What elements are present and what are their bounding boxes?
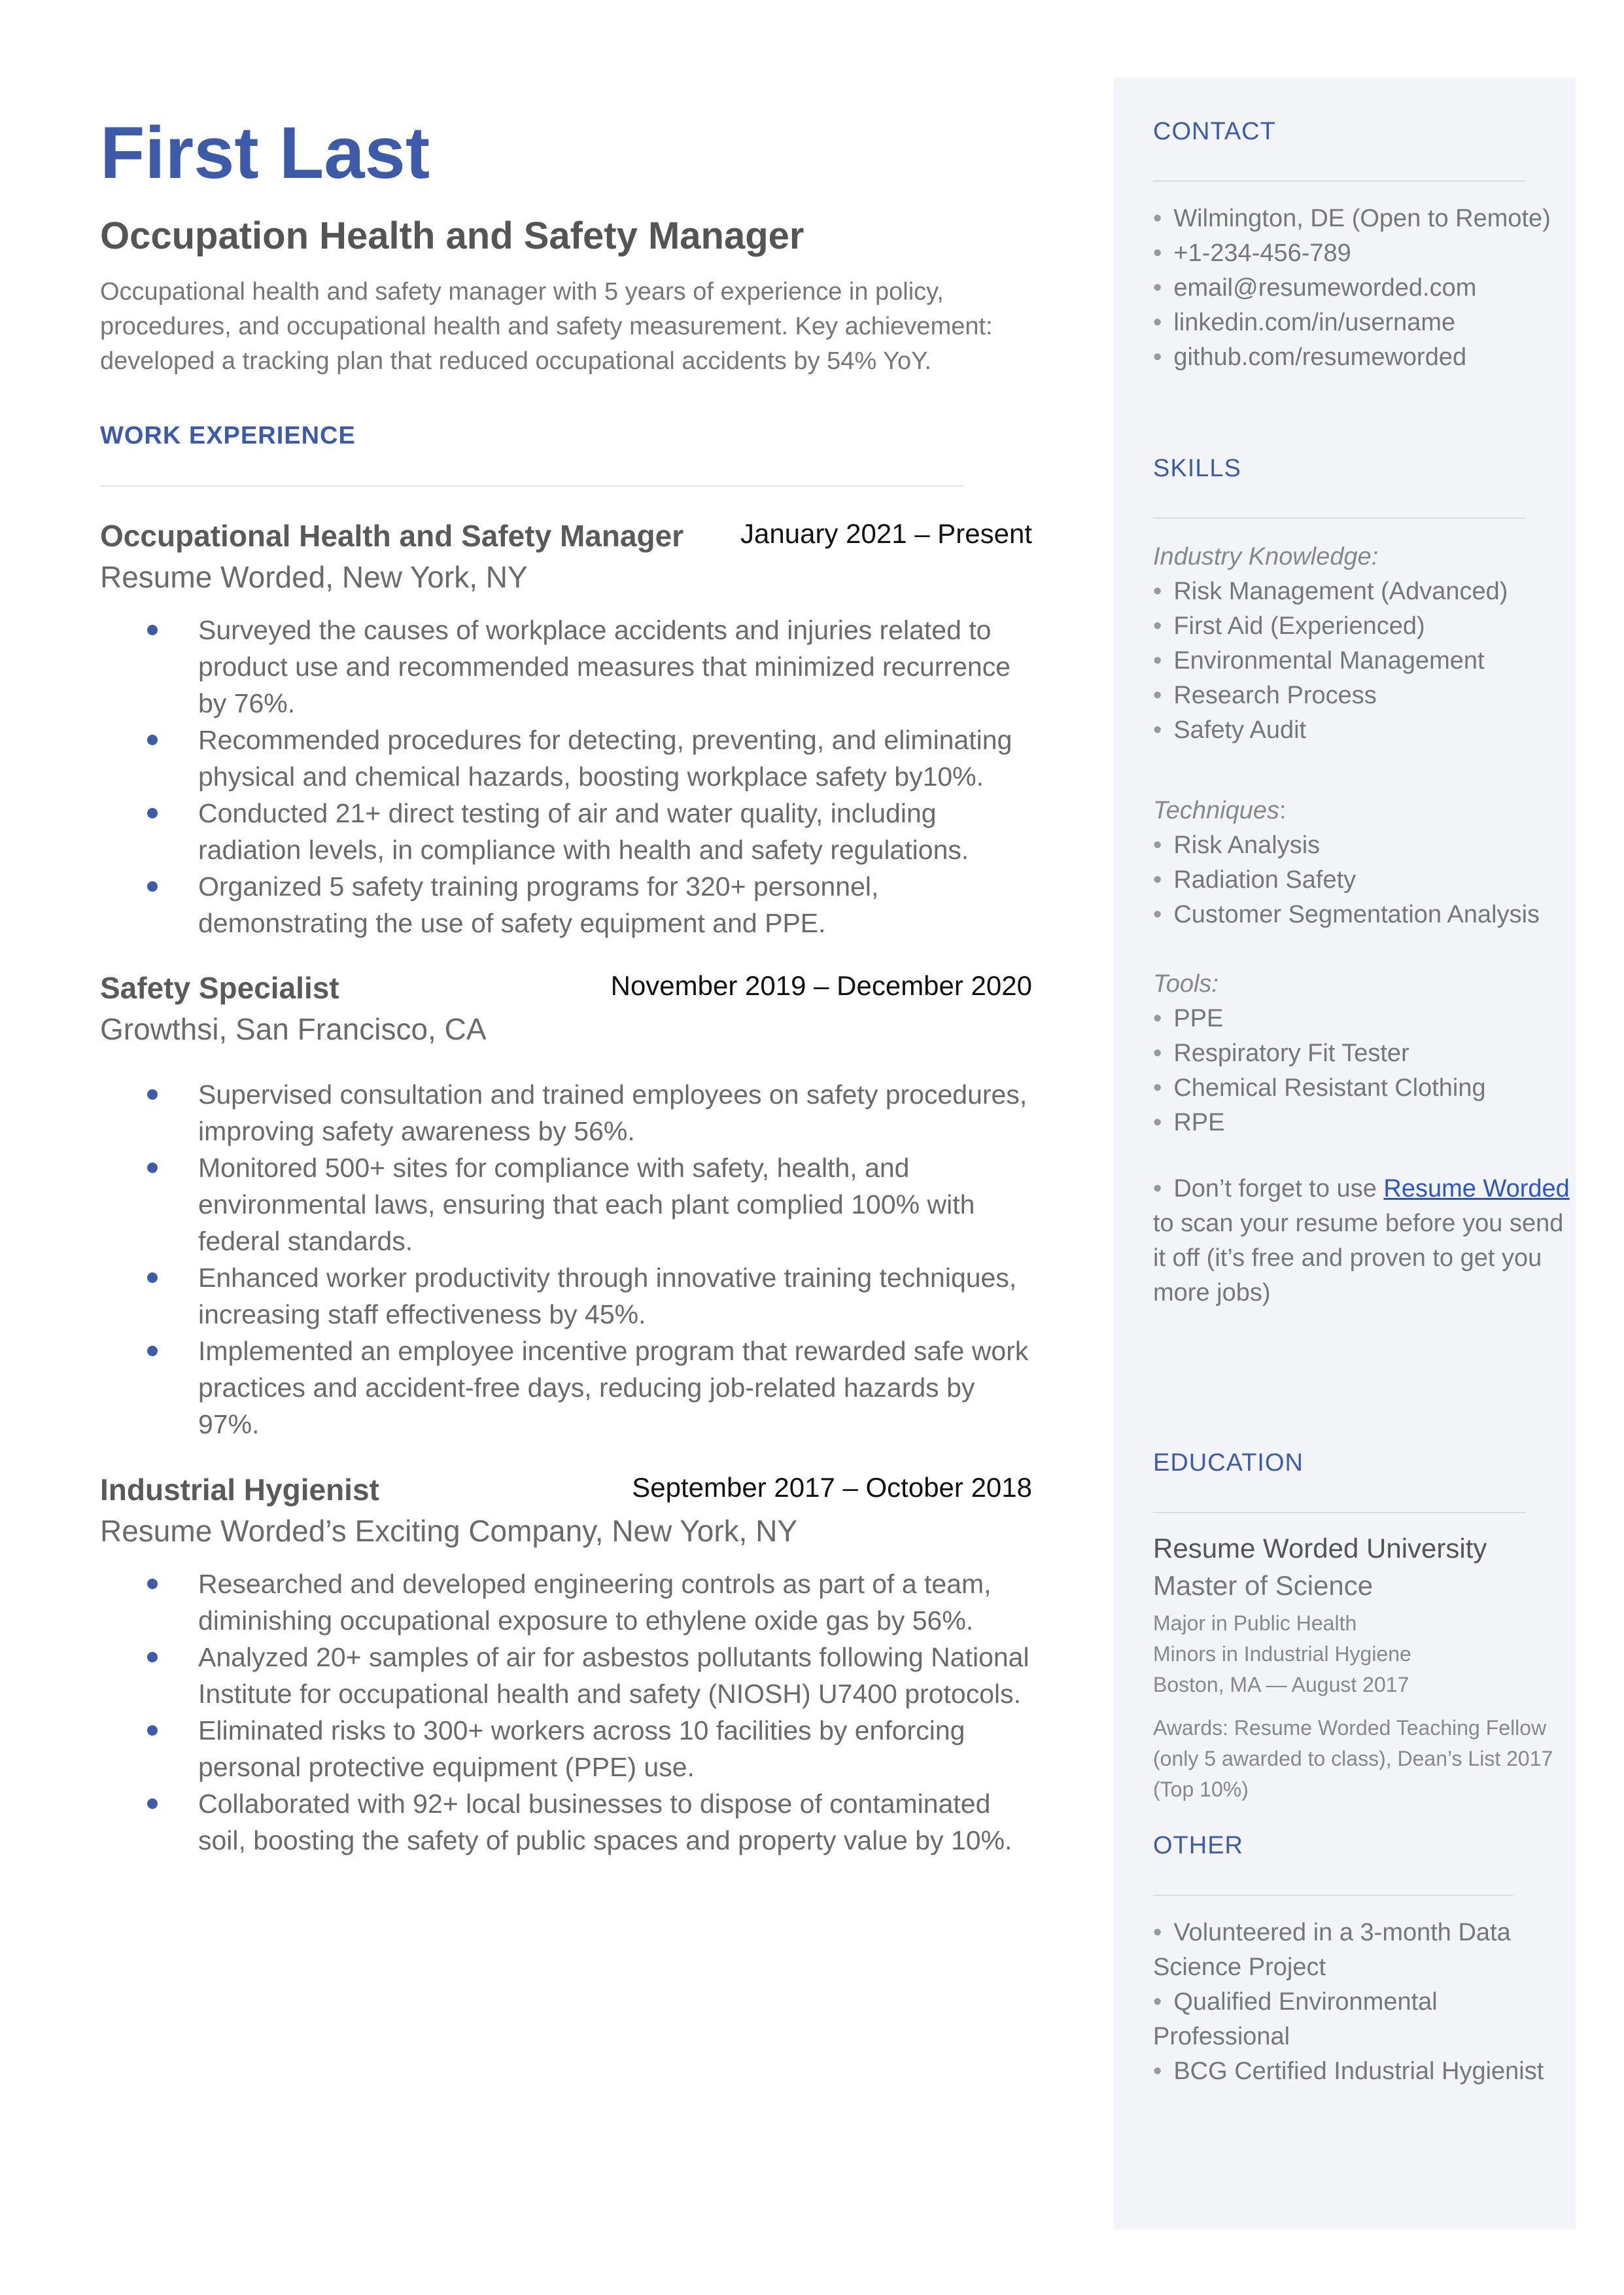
job-date: January 2021 – Present — [740, 518, 1032, 549]
contact-heading: CONTACT — [1153, 118, 1276, 145]
job-header — [100, 518, 1032, 557]
other-heading: OTHER — [1153, 1832, 1243, 1859]
job-company: Resume Worded, New York, NY — [100, 560, 528, 594]
list-item: • Research Process — [1153, 682, 1377, 709]
education-divider — [1153, 1512, 1526, 1513]
tools-list — [1153, 1002, 1572, 1140]
bullet-icon — [147, 1652, 158, 1662]
contact-phone: • +1-234-456-789 — [1153, 239, 1351, 267]
bullet-icon — [147, 1163, 158, 1173]
list-item: Organized 5 safety training programs for 320+ personnel, demonstrating the use of safety equipment and PPE. — [100, 868, 1035, 941]
list-item: Recommended procedures for detecting, preventing, and eliminating physical and chemical hazards, boosting workplace safety by10%. — [100, 722, 1035, 795]
job-role: Industrial Hygienist — [100, 1473, 379, 1507]
list-item: Eliminated risks to 300+ workers across 10 facilities by enforcing personal protective equipment (PPE) use. — [100, 1712, 1035, 1785]
list-item: • Safety Audit — [1153, 716, 1307, 744]
bullet-icon — [147, 808, 158, 818]
list-item: • BCG Certified Industrial Hygienist — [1153, 2058, 1544, 2085]
job-header — [100, 1472, 1032, 1511]
list-item: Researched and developed engineering controls as part of a team, diminishing occupational exposure to ethylene oxide gas by 56%. — [100, 1566, 1035, 1639]
bullet-icon — [147, 1272, 158, 1283]
contact-email[interactable]: • email@resumeworded.com — [1153, 274, 1477, 302]
sidebar — [1114, 77, 1576, 2230]
resume-worded-link[interactable]: Resume Worded — [1383, 1175, 1570, 1202]
education-location-date: Boston, MA — August 2017 — [1153, 1673, 1409, 1696]
industry-knowledge-label: Industry Knowledge: — [1153, 543, 1379, 570]
skills-heading: SKILLS — [1153, 455, 1241, 482]
bullet-icon — [147, 735, 158, 745]
bullet-icon — [147, 1089, 158, 1100]
techniques-label: Techniques: — [1153, 797, 1287, 824]
list-item: • Customer Segmentation Analysis — [1153, 901, 1540, 928]
industry-skills-list — [1153, 574, 1572, 748]
list-item: Monitored 500+ sites for compliance with safety, health, and environmental laws, ensuring that each plant complied 100% with federal standards. — [100, 1149, 1035, 1259]
list-item: Implemented an employee incentive program that rewarded safe work practices and accident-free days, reducing job-related hazards by 97%. — [100, 1333, 1035, 1443]
summary: Occupational health and safety manager with 5 years of experience in policy, procedures, and occupational health and safety measurement. Key achievement: developed a tracking plan that reduced occupational accidents by 54% YoY. — [100, 278, 993, 375]
bullet-icon — [147, 1798, 158, 1809]
contact-list — [1153, 201, 1572, 375]
work-experience-heading: WORK EXPERIENCE — [100, 422, 356, 449]
list-item: • Risk Analysis — [1153, 832, 1321, 859]
job-role: Safety Specialist — [100, 971, 339, 1005]
job-role: Occupational Health and Safety Manager — [100, 519, 684, 553]
list-item: Enhanced worker productivity through innovative training techniques, increasing staff effectiveness by 45%. — [100, 1259, 1035, 1333]
list-item: Conducted 21+ direct testing of air and water quality, including radiation levels, in compliance with health and safety regulations. — [100, 795, 1035, 868]
techniques-list — [1153, 828, 1572, 932]
contact-linkedin[interactable]: • linkedin.com/in/username — [1153, 309, 1456, 336]
contact-github[interactable]: • github.com/resumeworded — [1153, 343, 1467, 371]
list-item: • Environmental Management — [1153, 647, 1485, 674]
list-item: • Qualified Environmental Professional — [1153, 1988, 1438, 2050]
job-company: Growthsi, San Francisco, CA — [100, 1012, 487, 1046]
list-item: • Radiation Safety — [1153, 866, 1356, 894]
resume-worded-note: • Don’t forget to use Resume Worded to scan your resume before you send it off (it’s free and proven to get you more jobs) — [1153, 1175, 1570, 1306]
job-date: September 2017 – October 2018 — [632, 1472, 1032, 1503]
list-item: • Chemical Resistant Clothing — [1153, 1074, 1486, 1102]
education-major: Major in Public Health — [1153, 1611, 1357, 1635]
contact-location: • Wilmington, DE (Open to Remote) — [1153, 205, 1551, 232]
job-header — [100, 970, 1032, 1009]
bullet-icon — [147, 1579, 158, 1589]
list-item: • Respiratory Fit Tester — [1153, 1040, 1409, 1067]
job-bullets — [100, 612, 1035, 941]
list-item: Supervised consultation and trained employees on safety procedures, improving safety awareness by 56%. — [100, 1076, 1035, 1149]
list-item: • First Aid (Experienced) — [1153, 612, 1425, 640]
contact-divider — [1153, 181, 1526, 182]
bullet-icon — [147, 881, 158, 892]
list-item: Surveyed the causes of workplace accidents and injuries related to product use and recommended measures that minimized recurrence by 76%. — [100, 612, 1035, 722]
bullet-icon — [147, 1725, 158, 1736]
job-bullets — [100, 1566, 1035, 1859]
candidate-name: First Last — [100, 112, 430, 194]
job-company: Resume Worded’s Exciting Company, New York, NY — [100, 1514, 798, 1548]
occupation-title: Occupation Health and Safety Manager — [100, 215, 804, 257]
list-item: Analyzed 20+ samples of air for asbestos pollutants following National Institute for occupational health and safety (NIOSH) U7400 protocols. — [100, 1639, 1035, 1712]
education-school: Resume Worded University — [1153, 1533, 1487, 1564]
other-divider — [1153, 1895, 1513, 1896]
bullet-icon — [147, 1346, 158, 1356]
list-item: • RPE — [1153, 1109, 1225, 1136]
tools-label: Tools: — [1153, 970, 1218, 998]
bullet-icon — [147, 625, 158, 635]
education-awards: Awards: Resume Worded Teaching Fellow (only 5 awarded to class), Dean’s List 2017 (Top 10%) — [1153, 1716, 1553, 1801]
list-item: • Risk Management (Advanced) — [1153, 578, 1508, 605]
work-divider — [100, 485, 963, 487]
education-heading: EDUCATION — [1153, 1449, 1304, 1477]
education-degree: Master of Science — [1153, 1570, 1373, 1601]
education-minor: Minors in Industrial Hygiene — [1153, 1642, 1411, 1666]
skills-divider — [1153, 517, 1526, 519]
list-item: Collaborated with 92+ local businesses to dispose of contaminated soil, boosting the safety of public spaces and property value by 10%. — [100, 1785, 1035, 1859]
other-list — [1153, 1916, 1559, 2089]
job-bullets — [100, 1076, 1035, 1443]
list-item: • Volunteered in a 3-month Data Science Project — [1153, 1919, 1511, 1981]
list-item: • PPE — [1153, 1005, 1224, 1032]
job-date: November 2019 – December 2020 — [610, 970, 1032, 1001]
